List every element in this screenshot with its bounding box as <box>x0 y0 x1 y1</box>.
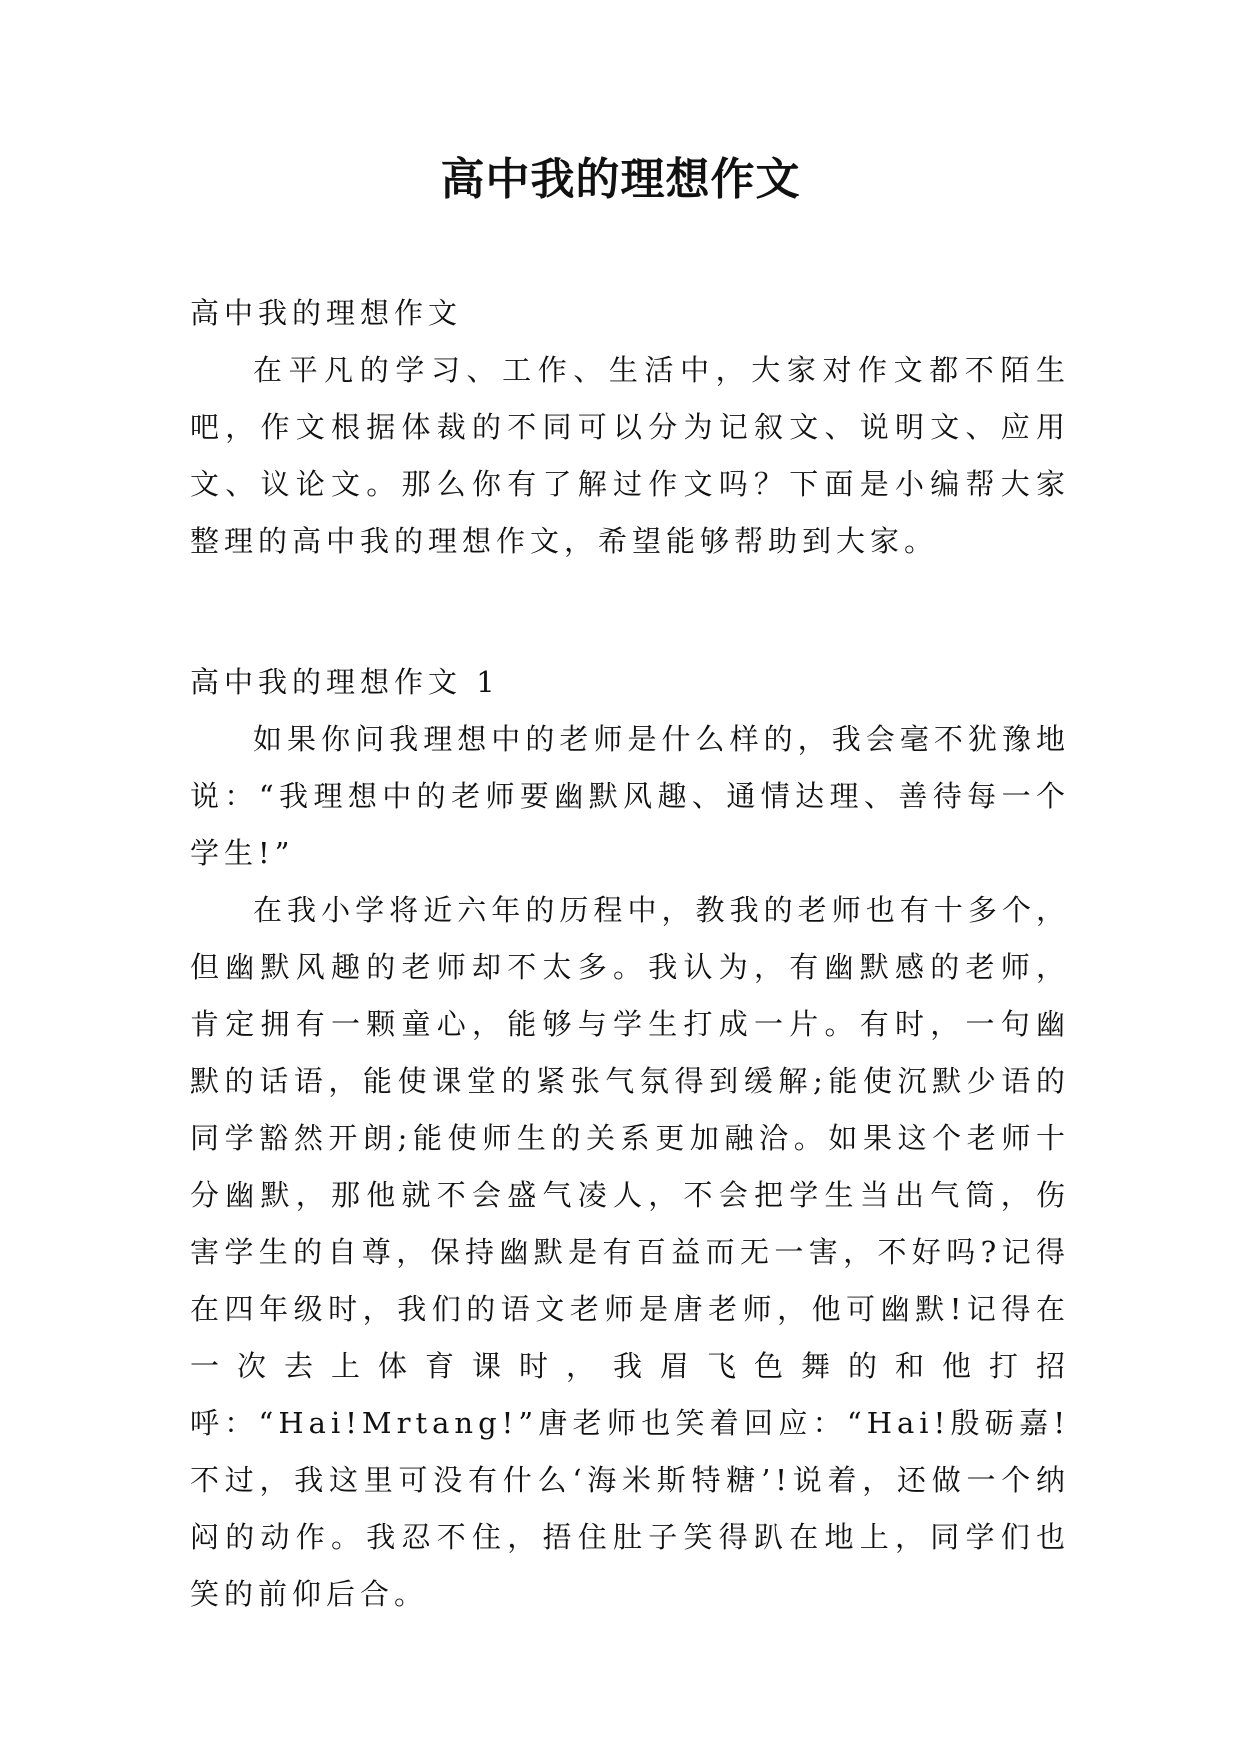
intro-paragraph: 在平凡的学习、工作、生活中，大家对作文都不陌生吧，作文根据体裁的不同可以分为记叙文、说明文、应用文、议论文。那么你有了解过作文吗？下面是小编帮大家整理的高中我的理想作文，希望能够帮助到大家。 <box>190 353 1070 558</box>
section1-paragraph-1: 如果你问我理想中的老师是什么样的，我会毫不犹豫地说：“我理想中的老师要幽默风趣、通情达理、善待每一个学生!” <box>190 722 1070 870</box>
document-title: 高中我的理想作文 <box>440 154 801 205</box>
document-body <box>190 285 1070 1623</box>
section-gap <box>190 570 1070 654</box>
intro-heading: 高中我的理想作文 <box>190 296 463 330</box>
section1-paragraph-2: 在我小学将近六年的历程中，教我的老师也有十多个，但幽默风趣的老师却不太多。我认为，有幽默感的老师，肯定拥有一颗童心，能够与学生打成一片。有时，一句幽默的话语，能使课堂的紧张气氛得到缓解;能使沉默少语的同学豁然开朗;能使师生的关系更加融洽。如果这个老师十分幽默，那他就不会盛气凌人，不会把学生当出气筒，伤害学生的自尊，保持幽默是有百益而无一害，不好吗?记得在四年级时，我们的语文老师是唐老师，他可幽默!记得在一次去上体育课时，我眉飞色舞的和他打招呼：“Hai!Mrtang!”唐老师也笑着回应：“Hai!殷砺嘉!不过，我这里可没有什么‘海米斯特糖’!说着，还做一个纳闷的动作。我忍不住，捂住肚子笑得趴在地上，同学们也笑的前仰后合。 <box>190 893 1070 1611</box>
section1-heading: 高中我的理想作文 1 <box>190 665 500 699</box>
